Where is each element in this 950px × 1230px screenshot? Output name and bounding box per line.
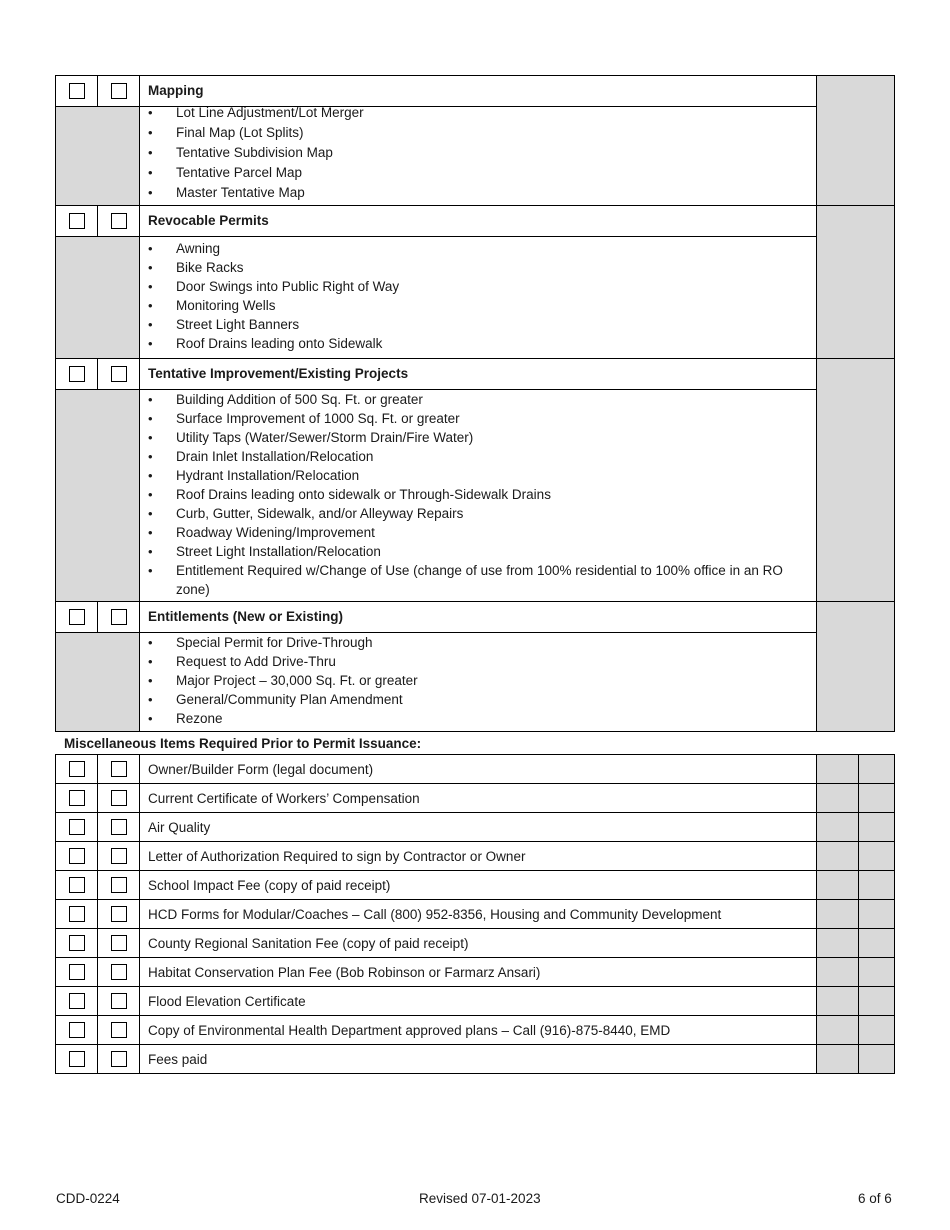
list-item: • Request to Add Drive-Thru bbox=[148, 652, 808, 671]
misc-item-label: Fees paid bbox=[140, 1045, 817, 1074]
table-row bbox=[56, 813, 895, 842]
misc-notes-cell bbox=[859, 929, 895, 958]
checkbox-applicant[interactable] bbox=[69, 609, 85, 625]
misc-notes-cell bbox=[817, 842, 859, 871]
checkbox-staff[interactable] bbox=[111, 366, 127, 382]
checkbox-staff[interactable] bbox=[111, 877, 127, 893]
misc-section-title: Miscellaneous Items Required Prior to Permit Issuance: bbox=[64, 736, 422, 751]
misc-item-label: Letter of Authorization Required to sign by Contractor or Owner bbox=[140, 842, 817, 871]
checkbox-applicant[interactable] bbox=[69, 877, 85, 893]
section-header-row bbox=[56, 602, 895, 633]
list-item: • Surface Improvement of 1000 Sq. Ft. or greater bbox=[148, 409, 808, 428]
checkbox-staff[interactable] bbox=[111, 1051, 127, 1067]
section-title: Mapping bbox=[140, 76, 817, 107]
misc-notes-cell bbox=[859, 871, 895, 900]
misc-notes-cell bbox=[859, 900, 895, 929]
misc-item-label: HCD Forms for Modular/Coaches – Call (800) 952-8356, Housing and Community Development bbox=[140, 900, 817, 929]
misc-notes-cell bbox=[859, 784, 895, 813]
checkbox-staff[interactable] bbox=[111, 819, 127, 835]
checkbox-staff[interactable] bbox=[111, 964, 127, 980]
list-item: • Roof Drains leading onto sidewalk or Through-Sidewalk Drains bbox=[148, 485, 808, 504]
section-notes-cell bbox=[817, 359, 895, 602]
checkbox-applicant[interactable] bbox=[69, 790, 85, 806]
misc-item-label: School Impact Fee (copy of paid receipt) bbox=[140, 871, 817, 900]
checkbox-staff[interactable] bbox=[111, 848, 127, 864]
list-item: • Bike Racks bbox=[148, 258, 808, 277]
table-row bbox=[56, 755, 895, 784]
checkbox-applicant[interactable] bbox=[69, 1051, 85, 1067]
checkbox-applicant[interactable] bbox=[69, 848, 85, 864]
list-item: • Building Addition of 500 Sq. Ft. or greater bbox=[148, 390, 808, 409]
checkbox-staff[interactable] bbox=[111, 790, 127, 806]
misc-item-label: Copy of Environmental Health Department approved plans – Call (916)-875-8440, EMD bbox=[140, 1016, 817, 1045]
section-notes-cell bbox=[817, 602, 895, 732]
list-item: • Street Light Banners bbox=[148, 315, 808, 334]
list-item: • Drain Inlet Installation/Relocation bbox=[148, 447, 808, 466]
misc-item-label: Owner/Builder Form (legal document) bbox=[140, 755, 817, 784]
section-title: Tentative Improvement/Existing Projects bbox=[140, 359, 817, 390]
misc-notes-cell bbox=[859, 1045, 895, 1074]
checkbox-applicant[interactable] bbox=[69, 819, 85, 835]
misc-item-label: Habitat Conservation Plan Fee (Bob Robinson or Farmarz Ansari) bbox=[140, 958, 817, 987]
list-item: • Final Map (Lot Splits) bbox=[148, 123, 808, 143]
section-item-list bbox=[148, 390, 808, 599]
section-notes-cell bbox=[817, 206, 895, 359]
misc-notes-cell bbox=[817, 987, 859, 1016]
table-row bbox=[56, 900, 895, 929]
checkbox-applicant[interactable] bbox=[69, 366, 85, 382]
list-item: • Special Permit for Drive-Through bbox=[148, 633, 808, 652]
checkbox-applicant[interactable] bbox=[69, 964, 85, 980]
list-item: • Lot Line Adjustment/Lot Merger bbox=[148, 103, 808, 123]
requirements-table bbox=[55, 75, 895, 732]
misc-item-label: Flood Elevation Certificate bbox=[140, 987, 817, 1016]
list-item: • Entitlement Required w/Change of Use (change of use from 100% residential to 100% office in an RO zone) bbox=[148, 561, 808, 599]
checkbox-applicant[interactable] bbox=[69, 213, 85, 229]
section-title: Revocable Permits bbox=[140, 206, 817, 237]
section-shaded-cell bbox=[56, 390, 140, 602]
section-item-list bbox=[148, 103, 808, 203]
misc-notes-cell bbox=[817, 1045, 859, 1074]
misc-notes-cell bbox=[817, 1016, 859, 1045]
checkbox-staff[interactable] bbox=[111, 1022, 127, 1038]
section-title: Entitlements (New or Existing) bbox=[140, 602, 817, 633]
list-item: • Street Light Installation/Relocation bbox=[148, 542, 808, 561]
checkbox-staff[interactable] bbox=[111, 993, 127, 1009]
checkbox-applicant[interactable] bbox=[69, 83, 85, 99]
misc-item-label: Current Certificate of Workers’ Compensation bbox=[140, 784, 817, 813]
checkbox-applicant[interactable] bbox=[69, 935, 85, 951]
section-item-list bbox=[148, 633, 808, 728]
list-item: • General/Community Plan Amendment bbox=[148, 690, 808, 709]
checkbox-staff[interactable] bbox=[111, 213, 127, 229]
misc-item-label: Air Quality bbox=[140, 813, 817, 842]
list-item: • Curb, Gutter, Sidewalk, and/or Alleyway Repairs bbox=[148, 504, 808, 523]
misc-notes-cell bbox=[859, 813, 895, 842]
table-row bbox=[56, 842, 895, 871]
checkbox-staff[interactable] bbox=[111, 83, 127, 99]
checkbox-staff[interactable] bbox=[111, 935, 127, 951]
table-row bbox=[56, 958, 895, 987]
misc-notes-cell bbox=[859, 755, 895, 784]
list-item: • Utility Taps (Water/Sewer/Storm Drain/Fire Water) bbox=[148, 428, 808, 447]
misc-notes-cell bbox=[817, 871, 859, 900]
checkbox-applicant[interactable] bbox=[69, 761, 85, 777]
misc-item-label: County Regional Sanitation Fee (copy of paid receipt) bbox=[140, 929, 817, 958]
section-notes-cell bbox=[817, 76, 895, 206]
section-shaded-cell bbox=[56, 107, 140, 206]
table-row bbox=[56, 929, 895, 958]
list-item: • Master Tentative Map bbox=[148, 183, 808, 203]
misc-notes-cell bbox=[817, 813, 859, 842]
list-item: • Monitoring Wells bbox=[148, 296, 808, 315]
section-shaded-cell bbox=[56, 237, 140, 359]
footer-form-id: CDD-0224 bbox=[56, 1191, 120, 1206]
misc-notes-cell bbox=[817, 784, 859, 813]
list-item: • Roof Drains leading onto Sidewalk bbox=[148, 334, 808, 353]
list-item: • Tentative Subdivision Map bbox=[148, 143, 808, 163]
table-row bbox=[56, 987, 895, 1016]
misc-notes-cell bbox=[817, 900, 859, 929]
table-row bbox=[56, 784, 895, 813]
list-item: • Awning bbox=[148, 239, 808, 258]
list-item: • Roadway Widening/Improvement bbox=[148, 523, 808, 542]
checkbox-applicant[interactable] bbox=[69, 1022, 85, 1038]
checkbox-staff[interactable] bbox=[111, 609, 127, 625]
misc-notes-cell bbox=[817, 755, 859, 784]
misc-notes-cell bbox=[859, 987, 895, 1016]
list-item: • Major Project – 30,000 Sq. Ft. or greater bbox=[148, 671, 808, 690]
list-item: • Tentative Parcel Map bbox=[148, 163, 808, 183]
footer-revised: Revised 07-01-2023 bbox=[419, 1191, 541, 1206]
checkbox-applicant[interactable] bbox=[69, 993, 85, 1009]
section-item-list bbox=[148, 239, 808, 353]
section-header-row bbox=[56, 76, 895, 107]
checkbox-applicant[interactable] bbox=[69, 906, 85, 922]
misc-notes-cell bbox=[859, 1016, 895, 1045]
misc-notes-cell bbox=[859, 958, 895, 987]
section-shaded-cell bbox=[56, 633, 140, 732]
list-item: • Rezone bbox=[148, 709, 808, 728]
misc-notes-cell bbox=[859, 842, 895, 871]
footer-page-number: 6 of 6 bbox=[858, 1191, 892, 1206]
table-row bbox=[56, 1016, 895, 1045]
table-row bbox=[56, 871, 895, 900]
list-item: • Door Swings into Public Right of Way bbox=[148, 277, 808, 296]
misc-items-table bbox=[55, 754, 895, 1074]
misc-notes-cell bbox=[817, 958, 859, 987]
section-header-row bbox=[56, 359, 895, 390]
section-header-row bbox=[56, 206, 895, 237]
checkbox-staff[interactable] bbox=[111, 906, 127, 922]
table-row bbox=[56, 1045, 895, 1074]
misc-notes-cell bbox=[817, 929, 859, 958]
checkbox-staff[interactable] bbox=[111, 761, 127, 777]
list-item: • Hydrant Installation/Relocation bbox=[148, 466, 808, 485]
